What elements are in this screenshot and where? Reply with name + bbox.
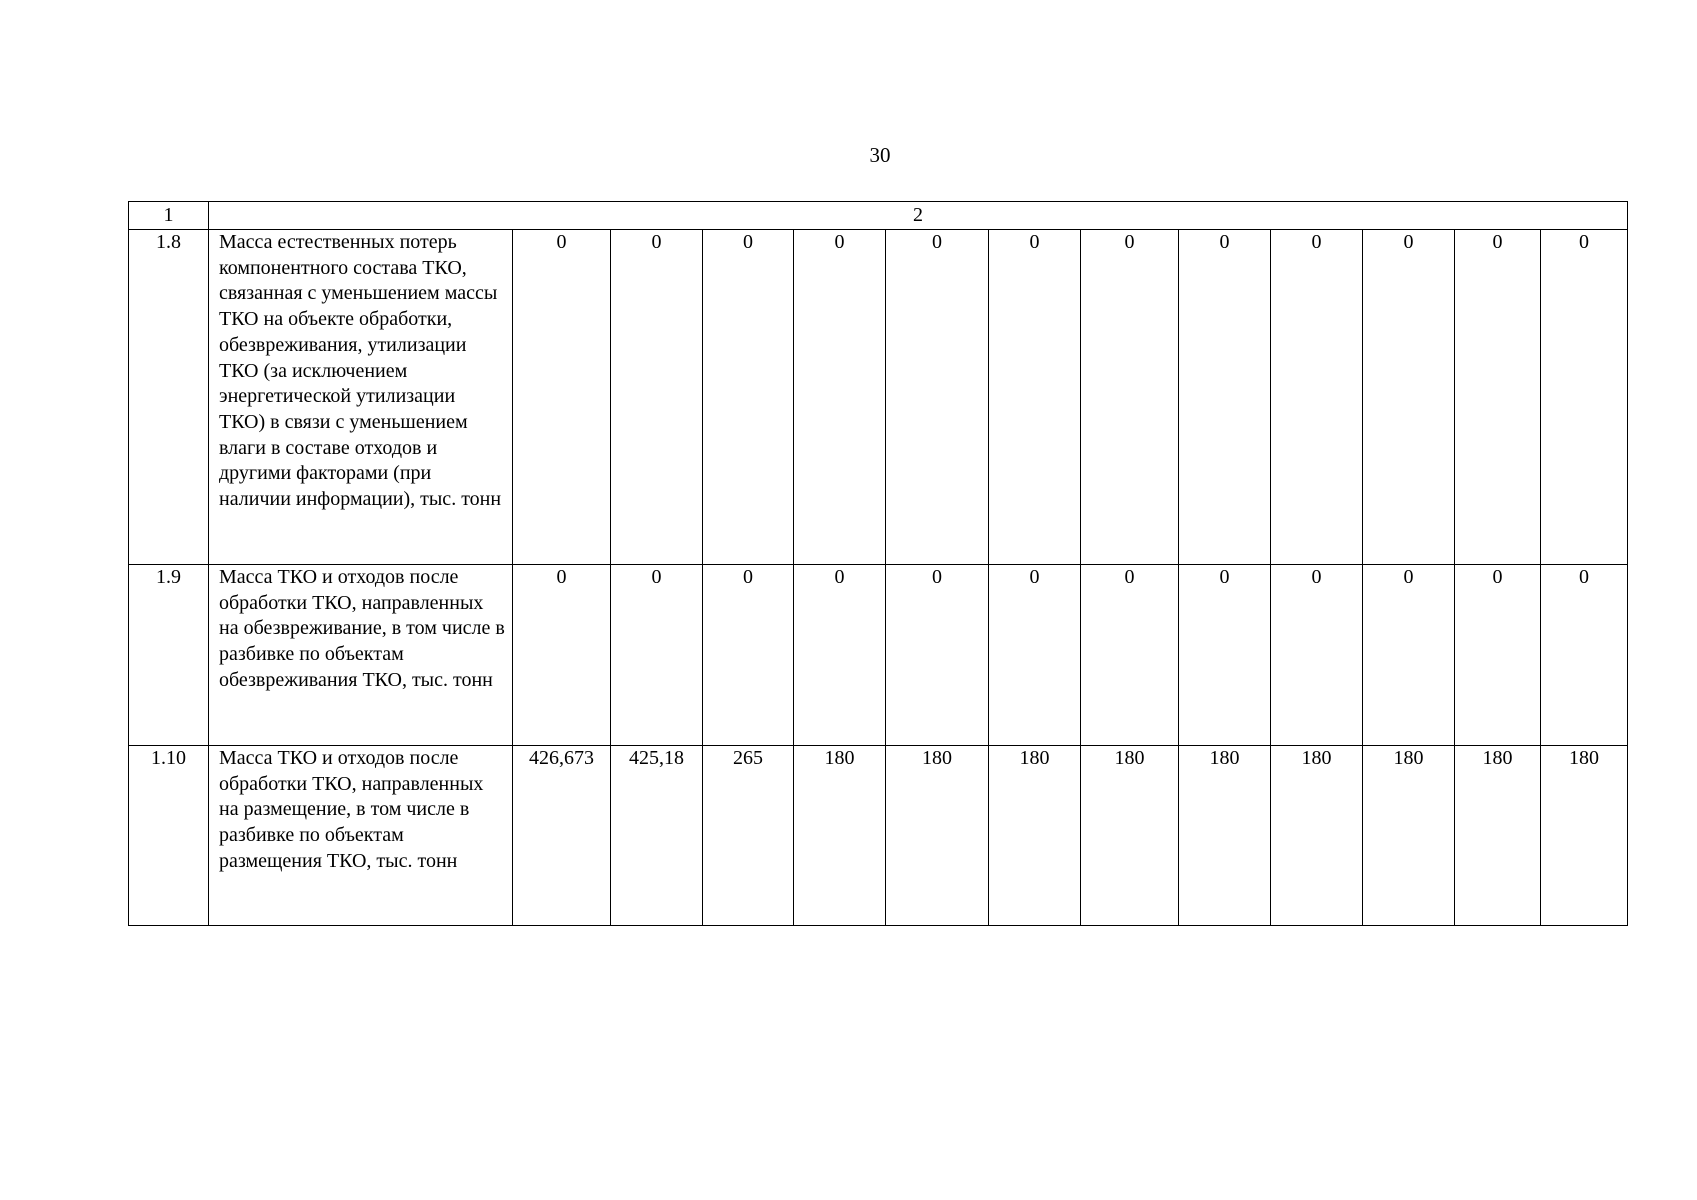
value-cell: 0 — [1455, 230, 1541, 565]
value-cell: 0 — [1271, 230, 1363, 565]
table-row — [129, 565, 1628, 746]
header-cell-col1: 1 — [129, 202, 209, 230]
value-cell: 0 — [611, 230, 703, 565]
value-cell: 0 — [611, 565, 703, 746]
row-description: Масса ТКО и отходов после обработки ТКО, направленных на размещение, в том числе в разбивке по объектам размещения ТКО, тыс. тонн — [209, 746, 513, 926]
table-row — [129, 746, 1628, 926]
value-cell: 425,18 — [611, 746, 703, 926]
value-cell: 180 — [1179, 746, 1271, 926]
header-cell-col2: 2 — [209, 202, 1628, 230]
row-number: 1.10 — [129, 746, 209, 926]
data-table — [128, 201, 1628, 926]
value-cell: 0 — [886, 230, 989, 565]
value-cell: 0 — [1081, 230, 1179, 565]
value-cell: 0 — [513, 565, 611, 746]
page-number: 30 — [869, 143, 891, 167]
value-cell: 0 — [1541, 230, 1628, 565]
value-cell: 0 — [794, 230, 886, 565]
value-cell: 180 — [1363, 746, 1455, 926]
value-cell: 0 — [703, 565, 794, 746]
value-cell: 0 — [794, 565, 886, 746]
value-cell: 0 — [1455, 565, 1541, 746]
value-cell: 180 — [1081, 746, 1179, 926]
value-cell: 265 — [703, 746, 794, 926]
value-cell: 0 — [1081, 565, 1179, 746]
value-cell: 180 — [1455, 746, 1541, 926]
value-cell: 180 — [1271, 746, 1363, 926]
value-cell: 0 — [513, 230, 611, 565]
value-cell: 0 — [1541, 565, 1628, 746]
value-cell: 180 — [1541, 746, 1628, 926]
row-number: 1.9 — [129, 565, 209, 746]
value-cell: 180 — [886, 746, 989, 926]
value-cell: 0 — [989, 230, 1081, 565]
value-cell: 0 — [886, 565, 989, 746]
value-cell: 180 — [794, 746, 886, 926]
value-cell: 0 — [1363, 565, 1455, 746]
value-cell: 180 — [989, 746, 1081, 926]
value-cell: 0 — [1363, 230, 1455, 565]
value-cell: 0 — [989, 565, 1081, 746]
value-cell: 0 — [1179, 565, 1271, 746]
row-description: Масса естественных потерь компонентного состава ТКО, связанная с уменьшением массы ТКО на объекте обработки, обезвреживания, утилизации ТКО (за исключением энергетической утилизации ТКО) в связи с уменьшением влаги в составе отходов и другими факторами (при наличии информации), тыс. тонн — [209, 230, 513, 565]
row-number: 1.8 — [129, 230, 209, 565]
value-cell: 426,673 — [513, 746, 611, 926]
row-description: Масса ТКО и отходов после обработки ТКО, направленных на обезвреживание, в том числе в разбивке по объектам обезвреживания ТКО, тыс. тонн — [209, 565, 513, 746]
value-cell: 0 — [703, 230, 794, 565]
value-cell: 0 — [1179, 230, 1271, 565]
table-row — [129, 230, 1628, 565]
value-cell: 0 — [1271, 565, 1363, 746]
table-header-row — [129, 202, 1628, 230]
